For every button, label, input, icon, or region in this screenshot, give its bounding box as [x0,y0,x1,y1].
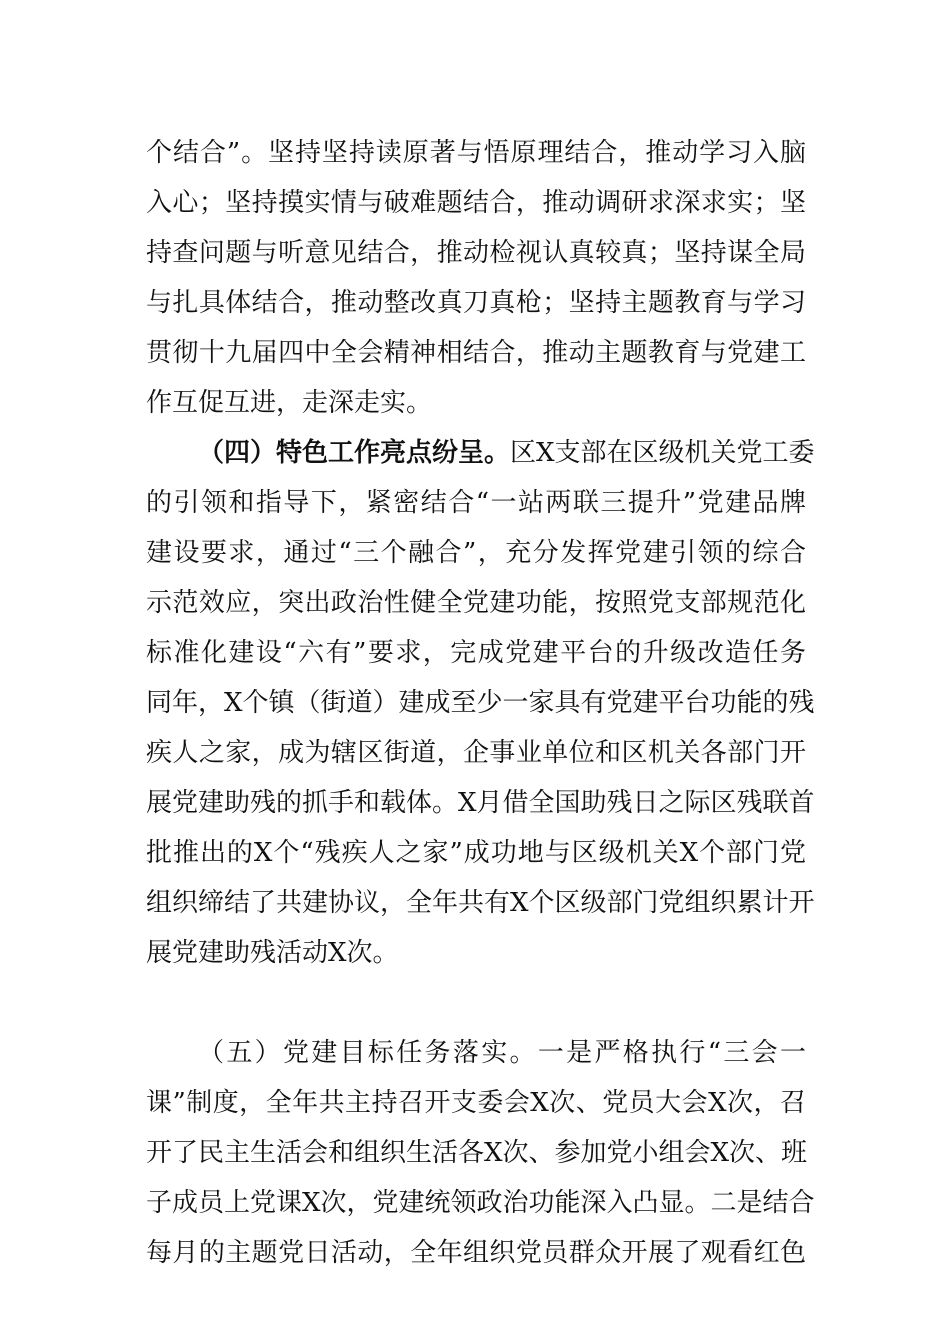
text-line: 课”制度，全年共主持召开支委会X次、党员大会X次，召 [146,1088,806,1118]
text-run: 区X支部在区级机关党工委 [510,438,815,468]
text-line: 的引领和指导下，紧密结合“一站两联三提升”党建品牌 [146,488,806,518]
text-line: 子成员上党课X次，党建统领政治功能深入凸显。二是结合 [146,1188,815,1218]
paragraph-party-building-combinations [146,128,806,428]
text-line: 持查问题与听意见结合，推动检视认真较真；坚持谋全局 [146,238,806,268]
paragraph-featured-work-highlights [146,428,815,978]
section-heading-four: （四）特色工作亮点纷呈。 [198,438,511,468]
text-line: 与扎具体结合，推动整改真刀真枪；坚持主题教育与学习 [146,288,806,318]
text-line: 开了民主生活会和组织生活各X次、参加党小组会X次、班 [146,1138,808,1168]
text-line [146,428,815,478]
text-line: 同年，X个镇（街道）建成至少一家具有党建平台功能的残 [146,688,815,718]
text-line: 个结合”。坚持坚持读原著与悟原理结合，推动学习入脑 [146,138,806,168]
text-line: 标准化建设“六有”要求，完成党建平台的升级改造任务 [146,638,806,668]
text-line: 贯彻十九届四中全会精神相结合，推动主题教育与党建工 [146,338,806,368]
text-line: 入心；坚持摸实情与破难题结合，推动调研求深求实；坚 [146,188,806,218]
text-line: 示范效应，突出政治性健全党建功能，按照党支部规范化 [146,588,806,618]
text-line: 建设要求，通过“三个融合”，充分发挥党建引领的综合 [146,538,806,568]
text-line: （五）党建目标任务落实。一是严格执行“三会一 [198,1038,806,1068]
text-line: 每月的主题党日活动，全年组织党员群众开展了观看红色 [146,1238,806,1268]
text-line: 批推出的X个“残疾人之家”成功地与区级机关X个部门党 [146,838,806,868]
text-line: 疾人之家，成为辖区街道，企事业单位和区机关各部门开 [146,738,806,768]
text-line: 组织缔结了共建协议，全年共有X个区级部门党组织累计开 [146,888,815,918]
paragraph-party-building-targets [146,1028,815,1278]
text-line: 展党建助残的抓手和载体。X月借全国助残日之际区残联首 [146,788,815,818]
text-line: 展党建助残活动X次。 [146,938,399,968]
text-line: 作互促互进，走深走实。 [146,388,433,418]
